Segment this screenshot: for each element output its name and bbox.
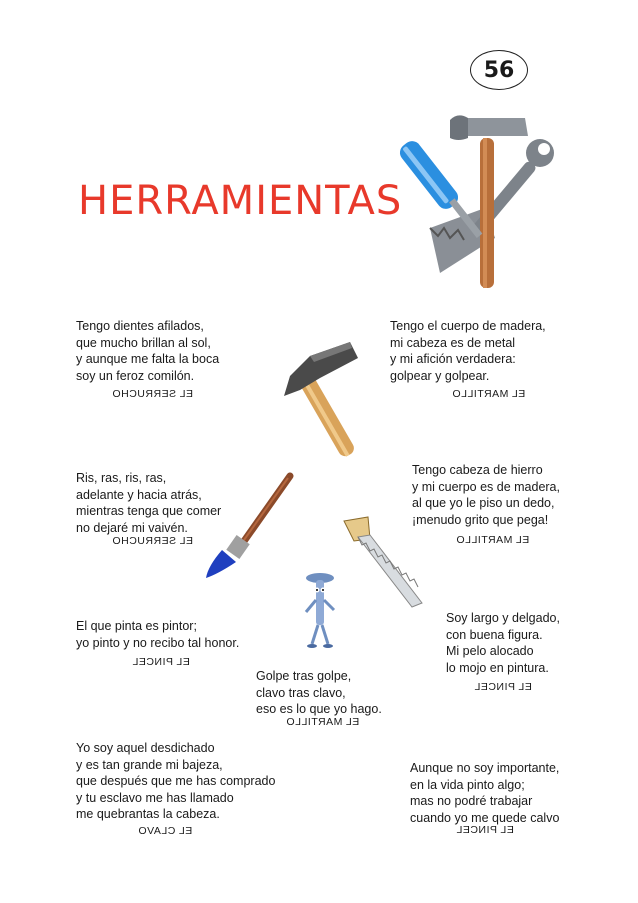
- riddle-text: Soy largo y delgado, con buena figura. Mi pelo alocado lo mojo en pintura.: [446, 611, 560, 675]
- riddle-text: Aunque no soy importante, en la vida pinto algo; mas no podré trabajar cuando yo me quede calvo: [410, 761, 560, 825]
- riddle-answer: EL PINCEL: [456, 824, 514, 836]
- riddle-answer: EL SERRUCHO: [112, 535, 193, 547]
- riddle-answer: EL MARTILLO: [286, 716, 360, 728]
- riddle-answer: EL MARTILLO: [456, 534, 530, 546]
- tools-illustration-icon: [410, 108, 570, 288]
- riddle-text: Ris, ras, ris, ras, adelante y hacia atrás, mientras tenga que comer no dejaré mi vaivén.: [76, 471, 222, 535]
- riddle-answer: EL CLAVO: [138, 825, 193, 837]
- nail-character-icon: [300, 570, 340, 650]
- riddle-text: Golpe tras golpe, clavo tras clavo, eso es lo que yo hago.: [256, 669, 382, 716]
- saw-icon: [340, 515, 430, 610]
- riddle-text: Tengo cabeza de hierro y mi cuerpo es de madera, al que yo le piso un dedo, ¡menudo grito que pega!: [412, 463, 560, 527]
- riddle-answer: EL SERRUCHO: [112, 388, 193, 400]
- page-title: HERRAMIENTAS: [78, 178, 403, 224]
- riddle-text: Tengo dientes afilados, que mucho brillan al sol, y aunque me falta la boca soy un feroz comilón.: [76, 319, 220, 383]
- riddle-answer: EL MARTILLO: [452, 388, 526, 400]
- riddle-answer: EL PINCEL: [132, 656, 190, 668]
- riddle-text: Yo soy aquel desdichado y es tan grande mi bajeza, que después que me has comprado y tu esclavo me has llamado me quebrantas la cabeza.: [76, 741, 276, 821]
- riddle-text: El que pinta es pintor; yo pinto y no recibo tal honor.: [76, 619, 240, 650]
- hammer-icon: [280, 336, 380, 466]
- riddle-text: Tengo el cuerpo de madera, mi cabeza es de metal y mi afición verdadera: golpear y golpear.: [390, 319, 546, 383]
- page-number: 56: [470, 50, 528, 90]
- riddle-answer: EL PINCEL: [474, 681, 532, 693]
